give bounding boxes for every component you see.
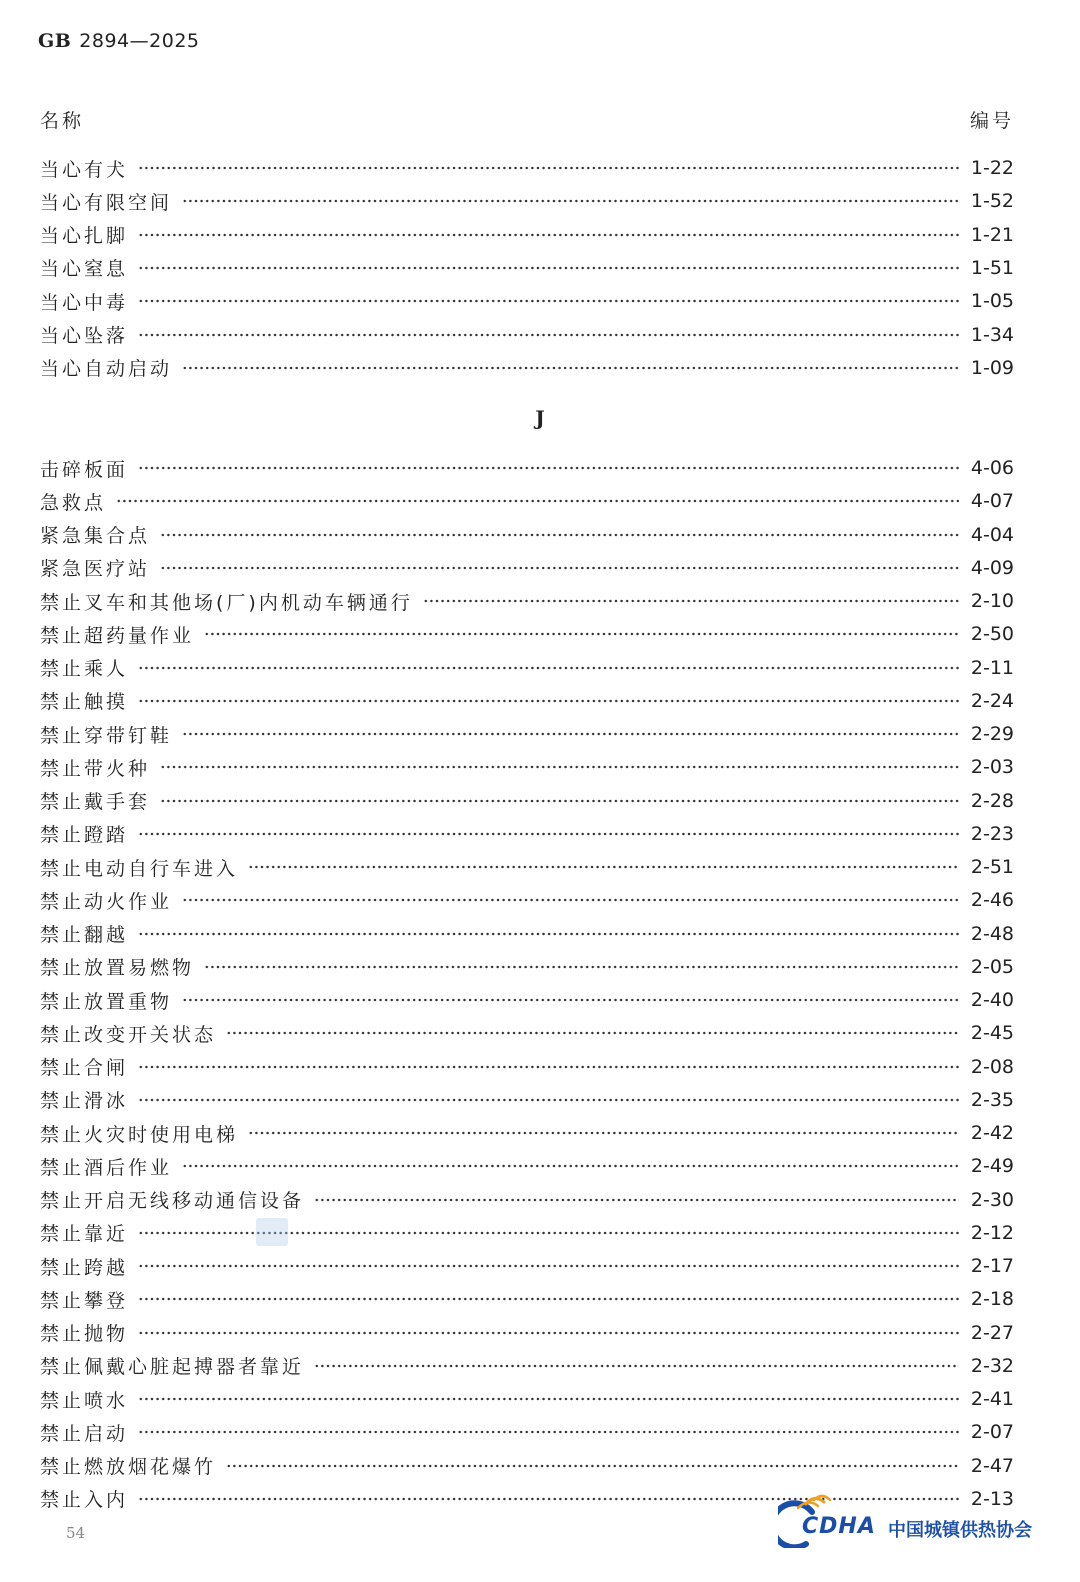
entry-number: 1-51 (970, 256, 1014, 279)
index-entry (40, 620, 1014, 648)
dot-leader (182, 197, 959, 205)
entry-number: 2-03 (970, 756, 1014, 779)
entry-number: 2-10 (970, 590, 1014, 612)
logo-organization-name: 中国城镇供热协会 (888, 1520, 1032, 1541)
dot-leader (160, 564, 959, 572)
entry-number: 2-28 (970, 789, 1014, 812)
index-entry (40, 587, 1014, 615)
entry-name: 禁止超药量作业 (40, 624, 195, 647)
dot-leader (204, 963, 959, 971)
column-header-number: 编号 (969, 110, 1014, 132)
entry-number: 2-08 (970, 1055, 1014, 1078)
dot-leader (204, 630, 959, 638)
dot-leader (248, 1129, 959, 1137)
index-entry (40, 886, 1014, 914)
index-entry (40, 287, 1014, 315)
dot-leader (138, 297, 959, 305)
index-entry (40, 1086, 1014, 1114)
index-entry (40, 1252, 1014, 1280)
entry-name: 急救点 (40, 491, 107, 514)
entry-number: 2-46 (970, 889, 1014, 912)
dot-leader (138, 664, 959, 672)
entry-number: 2-30 (970, 1188, 1014, 1211)
entry-name: 击碎板面 (40, 458, 129, 481)
page-number: 54 (66, 1524, 86, 1542)
dot-leader (182, 730, 959, 738)
entry-number: 1-21 (970, 223, 1014, 246)
index-entry (40, 853, 1014, 881)
entry-number: 1-52 (970, 190, 1014, 213)
entry-name: 当心窒息 (40, 258, 129, 281)
entry-number: 2-12 (970, 1221, 1014, 1244)
entry-number: 2-47 (970, 1454, 1014, 1477)
entry-name: 禁止火灾时使用电梯 (40, 1123, 239, 1146)
index-entry (40, 321, 1014, 349)
index-entry (40, 920, 1014, 948)
dot-leader (138, 1395, 959, 1403)
index-entry (40, 1452, 1014, 1480)
entry-name: 禁止抛物 (40, 1323, 129, 1345)
entry-name: 禁止乘人 (40, 658, 129, 680)
entry-name: 禁止入内 (40, 1489, 129, 1512)
dot-leader (182, 364, 959, 372)
entry-name: 当心中毒 (40, 291, 129, 314)
entry-name: 禁止合闸 (40, 1057, 129, 1079)
entry-number: 2-42 (970, 1122, 1014, 1144)
entry-number: 2-11 (970, 656, 1014, 679)
index-entry (40, 687, 1014, 715)
index-entry (40, 1319, 1014, 1347)
index-entry (40, 787, 1014, 815)
entry-number: 2-18 (970, 1288, 1014, 1311)
dot-leader (226, 1462, 959, 1470)
dot-leader (138, 697, 959, 705)
entry-number: 2-51 (970, 856, 1014, 878)
dot-leader (423, 597, 959, 605)
entry-number: 2-13 (970, 1487, 1014, 1510)
dot-leader (160, 763, 959, 771)
standard-code: GB (38, 30, 72, 52)
entry-number: 2-49 (970, 1155, 1014, 1178)
entry-name: 禁止电动自行车进入 (40, 857, 239, 880)
dot-leader (138, 1262, 959, 1270)
index-entry (40, 953, 1014, 981)
column-header-name: 名称 (40, 110, 85, 132)
entry-number: 2-50 (970, 623, 1014, 646)
index-entry (40, 354, 1014, 382)
dot-leader (138, 1428, 959, 1436)
dot-leader (138, 1329, 959, 1337)
entry-name: 当心有限空间 (40, 191, 173, 214)
dot-leader (314, 1362, 959, 1370)
index-entry (40, 1152, 1014, 1180)
entry-number: 4-04 (970, 523, 1014, 546)
index-entry (40, 1219, 1014, 1247)
entry-number: 2-32 (970, 1354, 1014, 1377)
entry-name: 禁止佩戴心脏起搏器者靠近 (40, 1356, 305, 1379)
index-entry (40, 254, 1014, 282)
section-letter-heading: J (535, 406, 545, 430)
entry-number: 1-05 (970, 290, 1014, 313)
entry-number: 1-22 (970, 157, 1014, 179)
dot-leader (182, 1162, 959, 1170)
entry-number: 2-40 (970, 989, 1014, 1011)
index-entry (40, 487, 1014, 515)
index-entry (40, 221, 1014, 249)
dot-leader (182, 996, 959, 1004)
entry-name: 禁止触摸 (40, 691, 129, 714)
dot-leader (138, 830, 959, 838)
entry-name: 当心坠落 (40, 325, 129, 347)
entry-name: 禁止酒后作业 (40, 1156, 173, 1179)
dot-leader (138, 164, 959, 172)
watermark-mark (256, 1218, 288, 1246)
dot-leader (138, 264, 959, 272)
entry-name: 禁止放置易燃物 (40, 957, 195, 980)
entry-name: 禁止蹬踏 (40, 824, 129, 847)
entry-name: 禁止滑冰 (40, 1090, 129, 1113)
entry-number: 1-34 (970, 323, 1014, 346)
index-entry (40, 1119, 1014, 1147)
entry-number: 2-23 (970, 822, 1014, 845)
entry-number: 2-27 (970, 1321, 1014, 1344)
entry-name: 禁止戴手套 (40, 791, 151, 813)
index-entry (40, 154, 1014, 182)
index-entry (40, 187, 1014, 215)
dot-leader (160, 531, 959, 539)
index-entry (40, 654, 1014, 682)
dot-leader (138, 231, 959, 239)
index-entry (40, 820, 1014, 848)
entry-name: 禁止叉车和其他场(厂)内机动车辆通行 (40, 591, 413, 614)
dot-leader (248, 863, 959, 871)
entry-number: 2-45 (970, 1022, 1014, 1045)
entry-number: 2-29 (970, 723, 1014, 745)
entry-number: 2-41 (970, 1388, 1014, 1410)
entry-name: 当心自动启动 (40, 358, 173, 381)
entry-number: 2-05 (970, 955, 1014, 978)
dot-leader (226, 1029, 959, 1037)
entry-name: 禁止靠近 (40, 1223, 129, 1246)
column-headers (40, 106, 1014, 132)
entry-number: 2-07 (970, 1421, 1014, 1444)
entry-number: 4-06 (970, 457, 1014, 479)
entry-number: 4-09 (970, 556, 1014, 579)
index-entry (40, 1418, 1014, 1446)
index-entry (40, 554, 1014, 582)
entry-number: 2-48 (970, 922, 1014, 945)
index-entry (40, 1053, 1014, 1081)
entry-name: 禁止穿带钉鞋 (40, 724, 173, 747)
entry-name: 禁止翻越 (40, 924, 129, 946)
entry-name: 禁止开启无线移动通信设备 (40, 1190, 305, 1212)
dot-leader (138, 1096, 959, 1104)
index-entry (40, 753, 1014, 781)
index-entry (40, 1385, 1014, 1413)
entry-number: 4-07 (970, 490, 1014, 513)
index-entry (40, 720, 1014, 748)
entry-name: 禁止动火作业 (40, 890, 173, 913)
dot-leader (138, 464, 959, 472)
index-entry (40, 1352, 1014, 1380)
entry-name: 紧急集合点 (40, 525, 151, 547)
entry-name: 禁止喷水 (40, 1389, 129, 1412)
index-entry (40, 454, 1014, 482)
cdha-logo (778, 1492, 1048, 1548)
dot-leader (160, 797, 959, 805)
index-entry (40, 1285, 1014, 1313)
entry-name: 禁止改变开关状态 (40, 1023, 217, 1046)
entry-number: 1-09 (970, 356, 1014, 379)
standard-header (38, 30, 200, 52)
dot-leader (138, 1063, 959, 1071)
index-entry (40, 521, 1014, 549)
entry-name: 禁止带火种 (40, 757, 151, 780)
entry-name: 禁止跨越 (40, 1256, 129, 1279)
entry-name: 当心有犬 (40, 158, 129, 181)
entry-name: 禁止攀登 (40, 1289, 129, 1312)
dot-leader (138, 1295, 959, 1303)
dot-leader (138, 930, 959, 938)
index-entry (40, 986, 1014, 1014)
dot-leader (314, 1196, 959, 1204)
entry-number: 2-24 (970, 689, 1014, 712)
index-entry (40, 1186, 1014, 1214)
dot-leader (138, 331, 959, 339)
entry-name: 禁止燃放烟花爆竹 (40, 1456, 217, 1478)
dot-leader (116, 497, 959, 505)
entry-name: 当心扎脚 (40, 225, 129, 248)
entry-number: 2-35 (970, 1088, 1014, 1111)
entry-number: 2-17 (970, 1255, 1014, 1277)
index-entry (40, 1019, 1014, 1047)
entry-name: 紧急医疗站 (40, 558, 151, 581)
logo-abbreviation: CDHA (802, 1514, 876, 1539)
dot-leader (182, 896, 959, 904)
standard-number: 2894—2025 (79, 30, 200, 52)
entry-name: 禁止启动 (40, 1422, 129, 1445)
entry-name: 禁止放置重物 (40, 990, 173, 1013)
